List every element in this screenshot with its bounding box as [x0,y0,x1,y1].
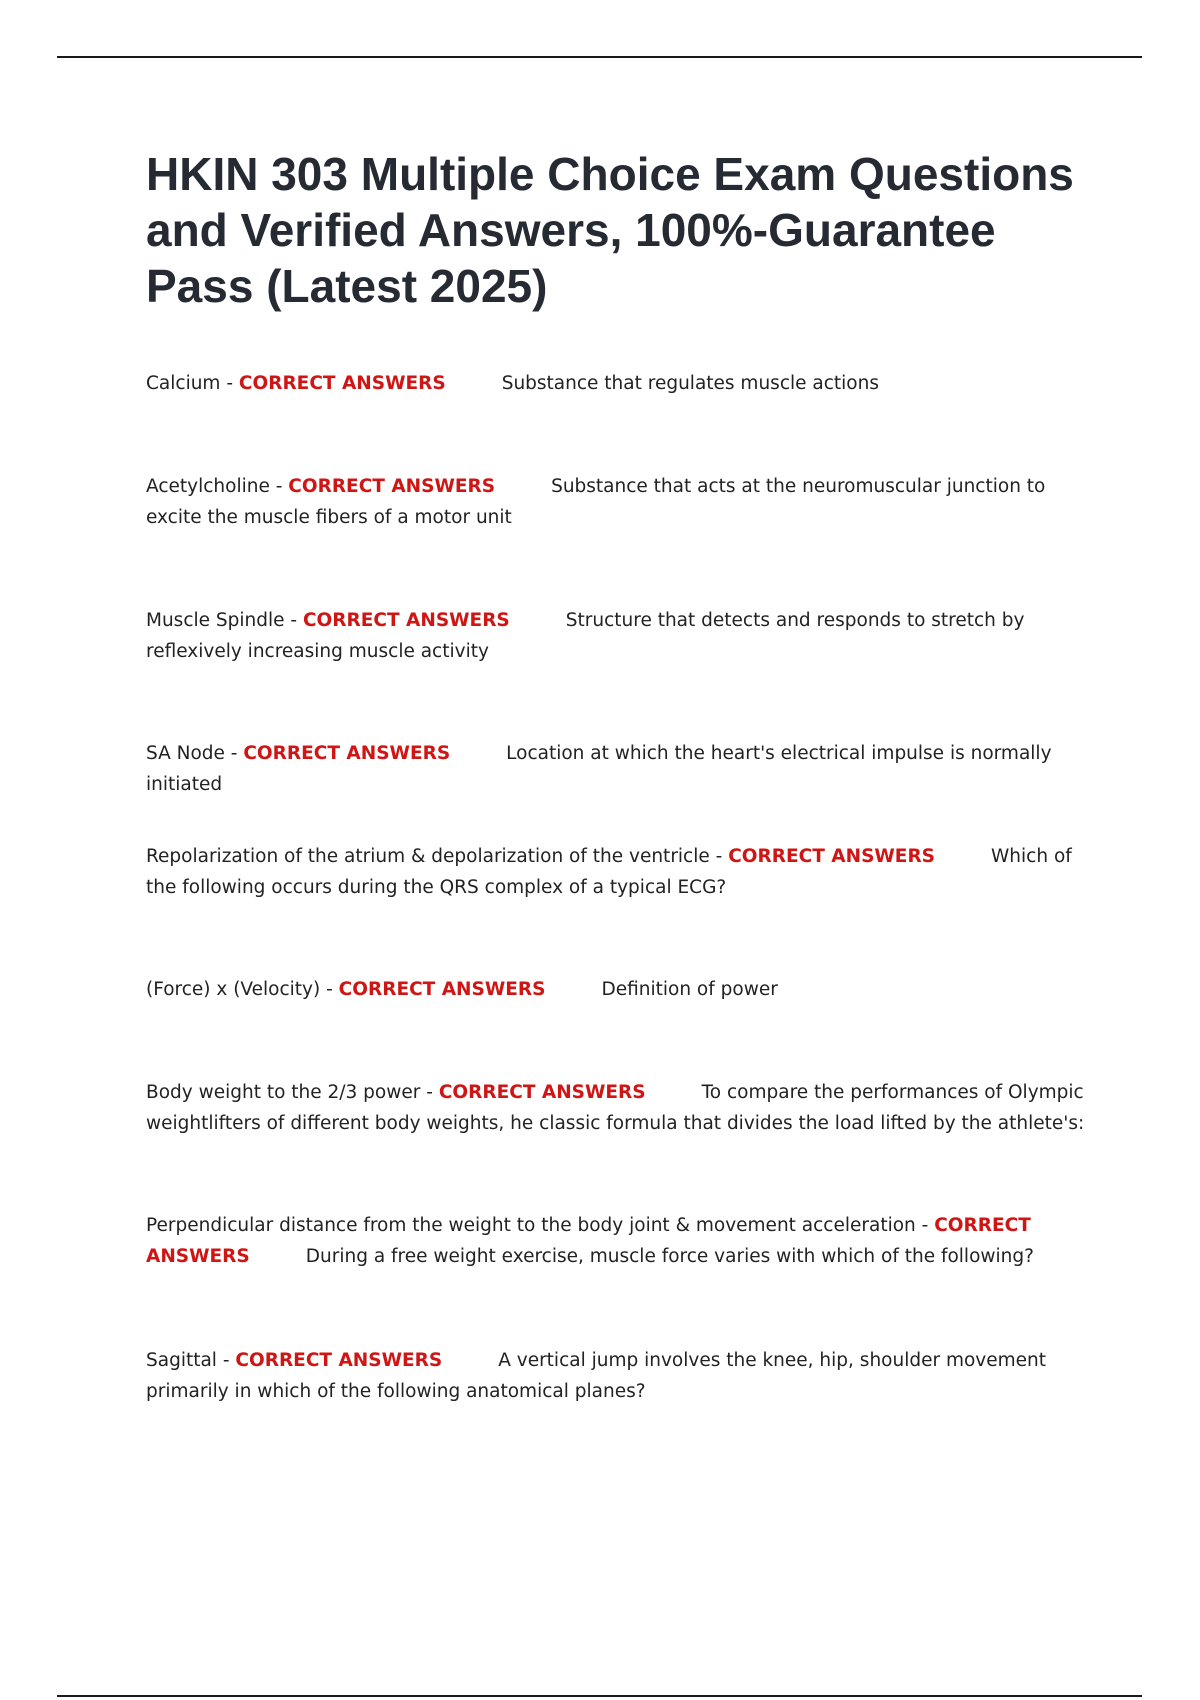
document-body [146,146,1096,1402]
correct-answers-label: CORRECT ANSWERS [235,1350,443,1371]
qa-definition: Substance that acts at the neuromuscular junction to excite the muscle fibers of a motor unit [146,476,1046,528]
qa-definition: During a free weight exercise, muscle force varies with which of the following? [305,1246,1034,1267]
correct-answers-label: CORRECT ANSWERS [438,1082,646,1103]
qa-term: SA Node [146,743,225,764]
qa-item-sagittal [146,1345,1096,1407]
correct-answers-label: CORRECT ANSWERS [302,610,510,631]
qa-separator: - [284,610,303,631]
qa-separator: - [709,846,729,867]
correct-answers-label: CORRECT ANSWERS [728,846,936,867]
qa-definition: Definition of power [601,979,778,1000]
qa-definition: A vertical jump involves the knee, hip, shoulder movement primarily in which of the following anatomical planes? [146,1350,1047,1402]
qa-separator: - [420,1082,439,1103]
qa-definition: To compare the performances of Olympic weightlifters of different body weights, he classic formula that divides the load lifted by the athlete's: [146,1082,1085,1134]
qa-term: Calcium [146,373,221,394]
top-rule [57,56,1142,58]
qa-item-sa-node [146,738,1096,800]
qa-term: Muscle Spindle [146,610,285,631]
qa-item-muscle-spindle [146,605,1096,667]
qa-definition: Structure that detects and responds to stretch by reflexively increasing muscle activity [146,610,1025,662]
qa-definition: Which of the following occurs during the QRS complex of a typical ECG? [146,846,1072,898]
qa-separator: - [915,1215,935,1236]
qa-term: Body weight to the 2/3 power [146,1082,421,1103]
qa-separator: - [216,1350,236,1371]
qa-term: Perpendicular distance from the weight to the body joint & movement acceleration [146,1215,916,1236]
qa-separator: - [224,743,244,764]
correct-answers-label: CORRECT ANSWERS [338,979,546,1000]
qa-term: (Force) x (Velocity) [146,979,321,1000]
qa-definition: Substance that regulates muscle actions [501,373,879,394]
correct-answers-label: CORRECT ANSWERS [146,1215,1031,1267]
qa-item-power [146,974,1096,1005]
page-title: HKIN 303 Multiple Choice Exam Questions and Verified Answers, 100%-Guarantee Pass (Latest 2025) [146,148,1074,312]
correct-answers-label: CORRECT ANSWERS [243,743,451,764]
qa-item-free-weight [146,1210,1096,1272]
qa-separator: - [320,979,339,1000]
correct-answers-label: CORRECT ANSWERS [288,476,496,497]
qa-separator: - [220,373,239,394]
bottom-rule [57,1695,1142,1697]
correct-answers-label: CORRECT ANSWERS [238,373,446,394]
qa-item-body-weight [146,1077,1096,1139]
qa-separator: - [269,476,289,497]
qa-term: Repolarization of the atrium & depolarization of the ventricle [146,846,710,867]
qa-definition: Location at which the heart's electrical impulse is normally initiated [146,743,1052,795]
qa-item-calcium [146,368,1096,399]
qa-term: Acetylcholine [146,476,270,497]
qa-term: Sagittal [146,1350,217,1371]
qa-item-acetylcholine [146,471,1096,533]
qa-item-qrs-complex [146,841,1096,903]
